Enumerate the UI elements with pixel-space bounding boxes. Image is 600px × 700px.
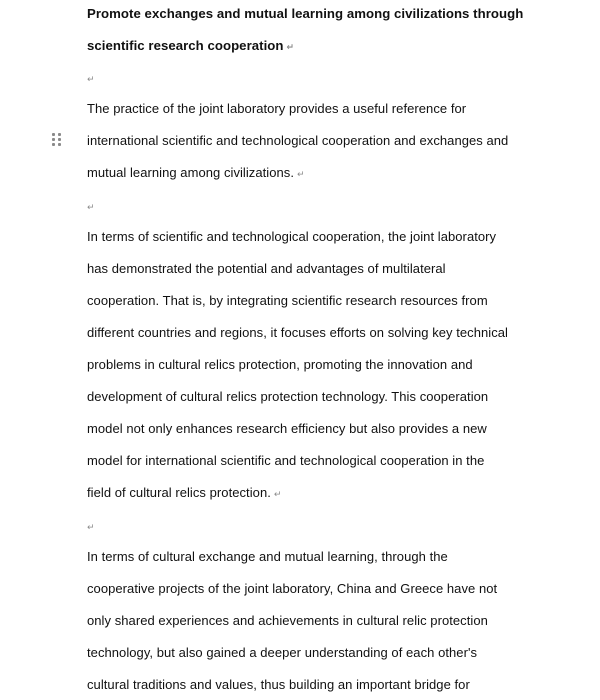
paragraph-2-line-8: model for international scientific and technological cooperation in the	[87, 453, 485, 468]
paragraph-mark-icon: ↵	[273, 488, 282, 499]
paragraph-2-line-9-text: field of cultural relics protection.	[87, 485, 271, 500]
empty-paragraph-mark-icon: ↵	[87, 522, 95, 532]
paragraph-1-line-3	[87, 165, 305, 182]
paragraph-2-line-7: model not only enhances research efficiency but also provides a new	[87, 421, 487, 436]
paragraph-1-line-3-text: mutual learning among civilizations.	[87, 165, 295, 180]
paragraph-3-line-4: technology, but also gained a deeper understanding of each other's	[87, 645, 478, 660]
paragraph-1-line-2: international scientific and technological cooperation and exchanges and	[87, 133, 509, 148]
paragraph-3-line-2: cooperative projects of the joint laboratory, China and Greece have not	[87, 581, 498, 596]
paragraph-2-line-5: problems in cultural relics protection, promoting the innovation and	[87, 357, 473, 372]
paragraph-2-line-2: has demonstrated the potential and advantages of multilateral	[87, 261, 446, 276]
document-title-line-1: Promote exchanges and mutual learning among civilizations through	[87, 6, 524, 21]
document-title-line-2-text: scientific research cooperation	[87, 38, 284, 53]
block-drag-handle-icon[interactable]	[52, 133, 62, 147]
paragraph-2-line-6: development of cultural relics protection technology. This cooperation	[87, 389, 489, 404]
paragraph-2-line-9	[87, 485, 281, 502]
paragraph-mark-icon: ↵	[297, 168, 305, 179]
paragraph-3-line-1: In terms of cultural exchange and mutual learning, through the	[87, 549, 448, 564]
paragraph-3-line-3: only shared experiences and achievements in cultural relic protection	[87, 613, 488, 628]
paragraph-2-line-3: cooperation. That is, by integrating scientific research resources from	[87, 293, 488, 308]
paragraph-mark-icon: ↵	[286, 41, 295, 52]
paragraph-2-line-4: different countries and regions, it focuses efforts on solving key technical	[87, 325, 508, 340]
paragraph-1-line-1: The practice of the joint laboratory provides a useful reference for	[87, 101, 467, 116]
paragraph-2-line-1: In terms of scientific and technological cooperation, the joint laboratory	[87, 229, 497, 244]
empty-paragraph-mark-icon: ↵	[87, 74, 95, 84]
document-title-line-2	[87, 38, 294, 55]
paragraph-3-line-5: cultural traditions and values, thus building an important bridge for	[87, 677, 470, 692]
empty-paragraph-mark-icon: ↵	[87, 202, 95, 212]
